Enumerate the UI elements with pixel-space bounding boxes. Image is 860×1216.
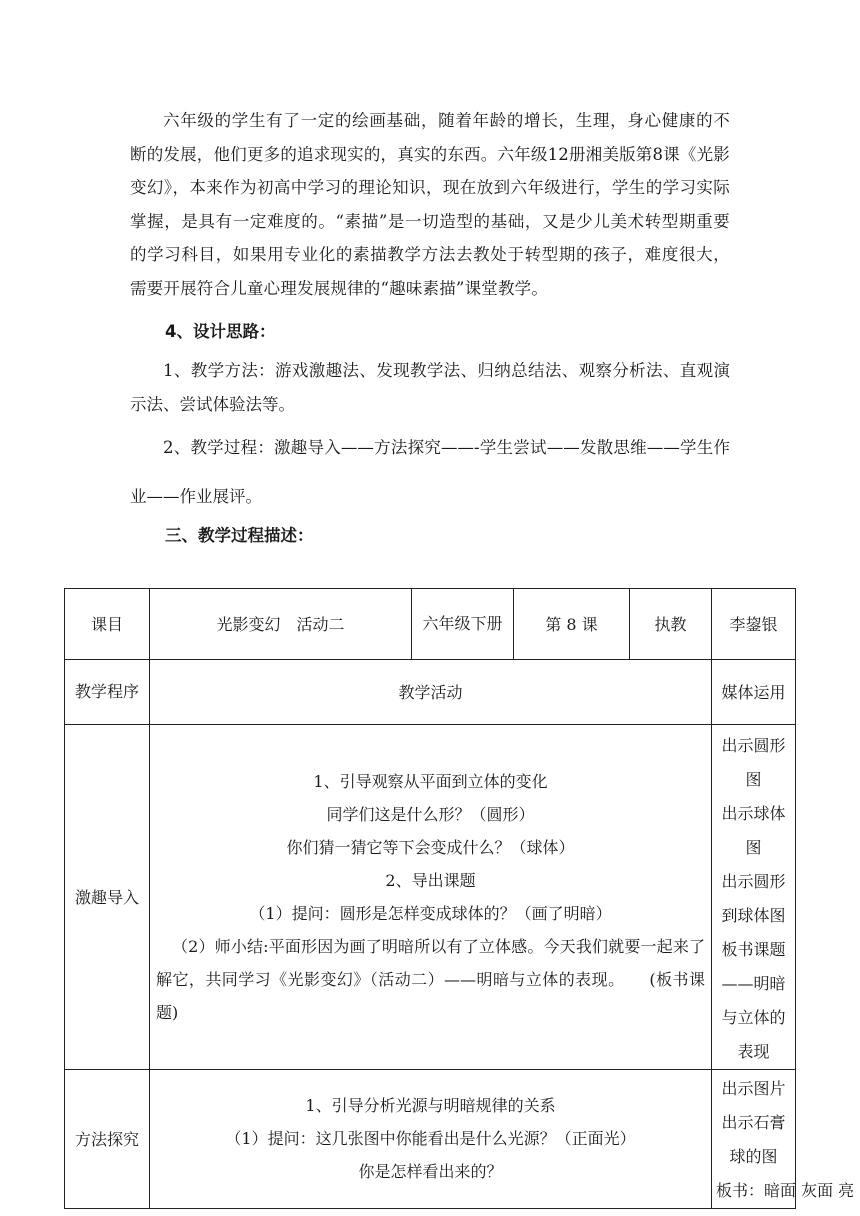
table-header-row <box>65 589 796 660</box>
activity-line: 同学们这是什么形？（圆形） <box>326 805 535 824</box>
media-line: 板书课题——明暗与立体的表现 <box>721 940 786 1061</box>
media-line: 出示球体图 <box>721 804 786 857</box>
media-cell <box>712 725 796 1070</box>
design-heading: 4、设计思路： <box>165 322 276 341</box>
activity-line: （1）提问：这几张图中你能看出是什么光源？（正面光） <box>225 1128 636 1148</box>
procedure-header-cell: 教学程序 <box>65 660 150 725</box>
activity-line: 你们猜一猜它等下会变成什么？（球体） <box>286 838 575 857</box>
media-cell <box>712 1070 855 1209</box>
subject-cell: 光影变幻 活动二 <box>150 589 412 660</box>
stage-cell: 方法探究 <box>65 1070 150 1209</box>
lesson-cell: 第 8 课 <box>514 589 630 660</box>
activity-line: （1）提问：圆形是怎样变成球体的？（画了明暗） <box>249 904 612 923</box>
subject-label-cell: 课目 <box>65 589 150 660</box>
activity-header-cell: 教学活动 <box>150 660 712 725</box>
teacher-label-cell: 执教 <box>630 589 712 660</box>
media-line: 出示圆形到球体图 <box>721 872 786 925</box>
activity-line: 1、引导分析光源与明暗规律的关系 <box>305 1095 556 1115</box>
intro-paragraph: 六年级的学生有了一定的绘画基础，随着年龄的增长，生理，身心健康的不断的发展，他们更多的追求现实的，真实的东西。六年级12册湘美版第8课《光影变幻》，本来作为初高中学习的理论知识，现在放到六年级进行，学生的学习实际掌握，是具有一定难度的。“素描”是一切造型的基础，又是少儿美术转型期重要的学习科目，如果用专业化的素描教学方法去教处于转型期的孩子，难度很大，需要开展符合儿童心理发展规律的“趣味素描”课堂教学。 <box>130 111 730 298</box>
stage-cell: 激趣导入 <box>65 725 150 1070</box>
process-paragraph: 2、教学过程：激趣导入——方法探究——-学生尝试——发散思维——学生作业——作业展评。 <box>130 438 730 506</box>
media-line: 出示图片 <box>721 1079 786 1098</box>
table-subheader-row <box>65 660 796 725</box>
media-line: 出示石膏球的图 <box>721 1113 786 1166</box>
activity-cell <box>150 725 712 1070</box>
media-line: 出示圆形图 <box>721 736 786 789</box>
grade-cell: 六年级下册 <box>412 589 514 660</box>
section3-heading: 三、教学过程描述： <box>165 526 314 545</box>
table-row <box>65 725 796 1070</box>
teacher-cell: 李鋆银 <box>712 589 796 660</box>
media-header-cell: 媒体运用 <box>712 660 796 725</box>
activity-line: 2、导出课题 <box>385 871 476 890</box>
activity-line: （2）师小结:平面形因为画了明暗所以有了立体感。今天我们就要一起来了解它，共同学习《光影变幻》（活动二）——明暗与立体的表现。 (板书课题) <box>156 937 705 1022</box>
table-row <box>65 1070 796 1209</box>
lesson-plan-table <box>64 588 855 1209</box>
method-paragraph: 1、教学方法：游戏激趣法、发现教学法、归纳总结法、观察分析法、直观演示法、尝试体验法等。 <box>130 361 730 414</box>
activity-cell <box>150 1070 712 1209</box>
activity-line: 你是怎样看出来的？ <box>358 1161 503 1181</box>
activity-line: 1、引导观察从平面到立体的变化 <box>313 772 548 791</box>
media-line: 板书：暗面 灰面 亮 <box>716 1181 855 1200</box>
